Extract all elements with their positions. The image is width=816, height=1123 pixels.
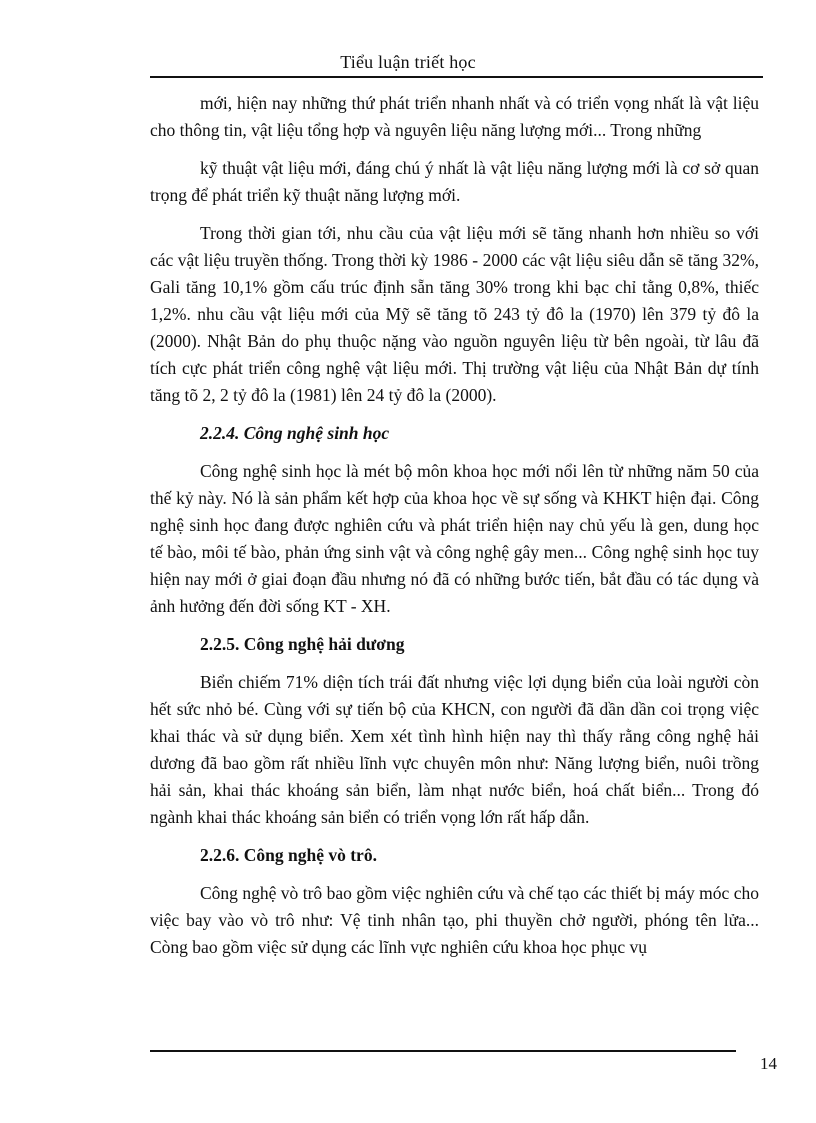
- paragraph-4: Công nghệ sinh học là mét bộ môn khoa học mới nổi lên từ những năm 50 của thế kỷ này. Nó là sản phẩm kết hợp của khoa học về sự sống và KHKT hiện đại. Công nghệ sinh học đang được nghiên cứu và phát triển hiện nay chủ yếu là gen, dung học tế bào, môi tế bào, phản ứng sinh vật và công nghệ gây men... Công nghệ sinh học tuy hiện nay mới ở giai đoạn đầu nhưng nó đã có những bước tiến, bắt đầu có tác dụng và ảnh hưởng đến đời sống KT - XH.: [150, 461, 759, 616]
- paragraph-6: Công nghệ vò trô bao gồm việc nghiên cứu và chế tạo các thiết bị máy móc cho việc bay vào vò trô như: Vệ tinh nhân tạo, phi thuyền chở người, phóng tên lửa... Còng bao gồm việc sử dụng các lĩnh vực nghiên cứu khoa học phục vụ: [150, 883, 759, 957]
- section-number: 2.2.6.: [200, 845, 240, 865]
- section-number: 2.2.4.: [200, 423, 240, 443]
- header-title: Tiểu luận triết học: [340, 52, 476, 72]
- section-heading-2-2-6: [150, 842, 759, 869]
- page-number: 14: [760, 1054, 777, 1073]
- paragraph-2: kỹ thuật vật liệu mới, đáng chú ý nhất là vật liệu năng lượng mới là cơ sở quan trọng để phát triển kỹ thuật năng lượng mới.: [150, 158, 759, 205]
- section-title: Công nghệ vò trô.: [243, 845, 377, 865]
- section-title: Công nghệ sinh học: [243, 423, 390, 443]
- paragraph-5: Biển chiếm 71% diện tích trái đất nhưng việc lợi dụng biển của loài người còn hết sức nhỏ bé. Cùng với sự tiến bộ của KHCN, con người đã dần dần coi trọng việc khai thác và sử dụng biển. Xem xét tình hình hiện nay thì thấy rằng công nghệ hải dương đã bao gồm rất nhiều lĩnh vực chuyên môn như: Năng lượng biển, nuôi trồng hải sản, khai thác khoáng sản biển, làm nhạt nước biển, hoá chất biển... Trong đó ngành khai thác khoáng sản biển có triển vọng lớn rất hấp dẫn.: [150, 672, 759, 827]
- section-title: Công nghệ hải dương: [243, 634, 405, 654]
- header-rule: [150, 76, 763, 78]
- paragraph-1: mới, hiện nay những thứ phát triển nhanh nhất và có triển vọng nhất là vật liệu cho thông tin, vật liệu tổng hợp và nguyên liệu năng lượng mới... Trong những: [150, 93, 759, 140]
- section-number: 2.2.5.: [200, 634, 240, 654]
- section-heading-2-2-4: [150, 420, 759, 447]
- footer-rule: [150, 1050, 736, 1052]
- page-body: [150, 90, 759, 972]
- section-heading-2-2-5: [150, 631, 759, 658]
- paragraph-3: Trong thời gian tới, nhu cầu của vật liệu mới sẽ tăng nhanh hơn nhiều so với các vật liệu truyền thống. Trong thời kỳ 1986 - 2000 các vật liệu siêu dẫn sẽ tăng 32%, Gali tăng 10,1% gồm cấu trúc định sẵn tăng 30% trong khi bạc chỉ tằng 0,8%, thiếc 1,2%. nhu cầu vật liệu mới của Mỹ sẽ tăng tõ 243 tỷ đô la (1970) lên 379 tỷ đô la (2000). Nhật Bản do phụ thuộc nặng vào nguồn nguyên liệu từ bên ngoài, từ lâu đã tích cực phát triển công nghệ vật liệu mới. Thị trường vật liệu của Nhật Bản dự tính tăng tõ 2, 2 tỷ đô la (1981) lên 24 tỷ đô la (2000).: [150, 223, 759, 405]
